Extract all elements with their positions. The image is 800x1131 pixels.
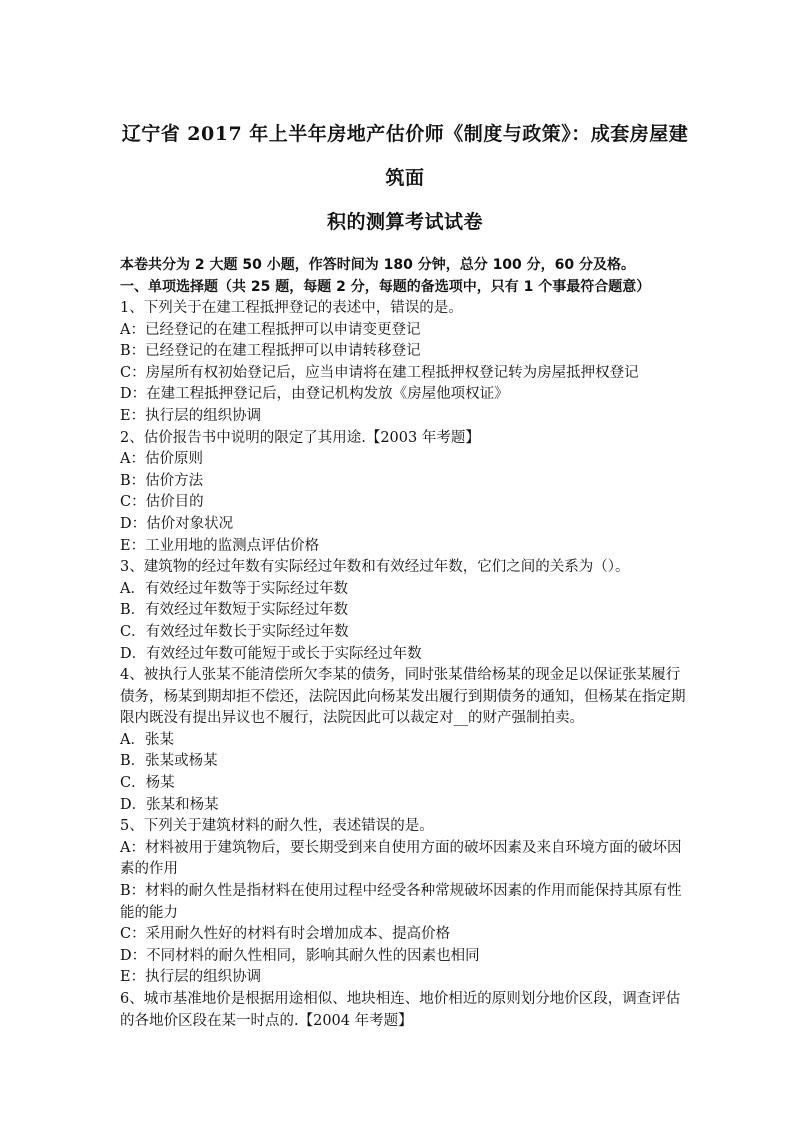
answer-option: C：房屋所有权初始登记后，应当申请将在建工程抵押权登记转为房屋抵押权登记 [120, 364, 639, 381]
answer-option: D：估价对象状况 [120, 515, 234, 532]
question-text: 3、建筑物的经过年数有实际经过年数和有效经过年数，它们之间的关系为（）。 [120, 559, 630, 576]
answer-option: A：估价原则 [120, 451, 203, 468]
answer-option: C．杨某 [120, 775, 175, 792]
answer-option: A：材料被用于建筑物后，要长期受到来自使用方面的破坏因素及来自环境方面的破坏因素的作用 [120, 839, 682, 878]
answer-option: D：不同材料的耐久性相同，影响其耐久性的因素也相同 [120, 947, 480, 964]
answer-option: E：执行层的组织协调 [120, 969, 262, 986]
answer-option: C．有效经过年数长于实际经过年数 [120, 623, 349, 640]
answer-option: C：估价目的 [120, 494, 204, 511]
answer-option: A．张某 [120, 731, 174, 748]
answer-option: E：工业用地的监测点评估价格 [120, 537, 320, 554]
question-item [120, 665, 690, 816]
answer-option: A．有效经过年数等于实际经过年数 [120, 580, 348, 597]
exam-page [120, 112, 690, 1032]
answer-option: D．张某和杨某 [120, 796, 219, 813]
answer-option: B：材料的耐久性是指材料在使用过程中经受各种常规破坏因素的作用而能保持其原有性能的能力 [120, 883, 682, 921]
answer-option: D．有效经过年数可能短于或长于实际经过年数 [120, 645, 422, 662]
section-heading-single-choice: 一、单项选择题（共 25 题，每题 2 分，每题的备选项中，只有 1 个事最符合题意） [120, 279, 651, 295]
question-item [120, 428, 690, 558]
answer-option: B．张某或杨某 [120, 753, 218, 770]
question-item [120, 816, 690, 989]
document-title [120, 112, 690, 244]
question-text: 2、估价报告书中说明的限定了其用途.【2003 年考题】 [120, 429, 480, 446]
answer-option: A：已经登记的在建工程抵押可以申请变更登记 [120, 321, 421, 338]
question-text: 1、下列关于在建工程抵押登记的表述中，错误的是。 [120, 300, 463, 316]
answer-option: E：执行层的组织协调 [120, 407, 262, 424]
title-line-1: 辽宁省 2017 年上半年房地产估价师《制度与政策》：成套房屋建筑面 [121, 123, 689, 189]
question-item [120, 557, 690, 665]
answer-option: D：在建工程抵押登记后，由登记机构发放《房屋他项权证》 [120, 386, 509, 403]
question-text: 5、下列关于建筑材料的耐久性，表述错误的是。 [120, 818, 434, 835]
exam-summary: 本卷共分为 2 大题 50 小题，作答时间为 180 分钟，总分 100 分，60 分及格。 [120, 257, 636, 273]
question-item [120, 989, 690, 1032]
exam-intro [120, 254, 690, 298]
question-item [120, 298, 690, 428]
answer-option: C：采用耐久性好的材料有时会增加成本、提高价格 [120, 926, 451, 943]
answer-option: B：估价方法 [120, 472, 204, 489]
answer-option: B．有效经过年数短于实际经过年数 [120, 602, 349, 619]
question-text: 4、被执行人张某不能清偿所欠李某的债务，同时张某借给杨某的现金足以保证张某履行债务，杨某到期却拒不偿还，法院因此向杨某发出履行到期债务的通知，但杨某在指定期限内既没有提出异议也不履行，法院因此可以裁定对__的财产强制拍卖。 [120, 667, 686, 727]
question-text: 6、城市基准地价是根据用途相似、地块相连、地价相近的原则划分地价区段，调查评估的各地价区段在某一时点的.【2004 年考题】 [120, 991, 681, 1029]
title-line-2: 积的测算考试试卷 [326, 211, 483, 233]
question-list [120, 298, 690, 1032]
answer-option: B：已经登记的在建工程抵押可以申请转移登记 [120, 343, 421, 360]
